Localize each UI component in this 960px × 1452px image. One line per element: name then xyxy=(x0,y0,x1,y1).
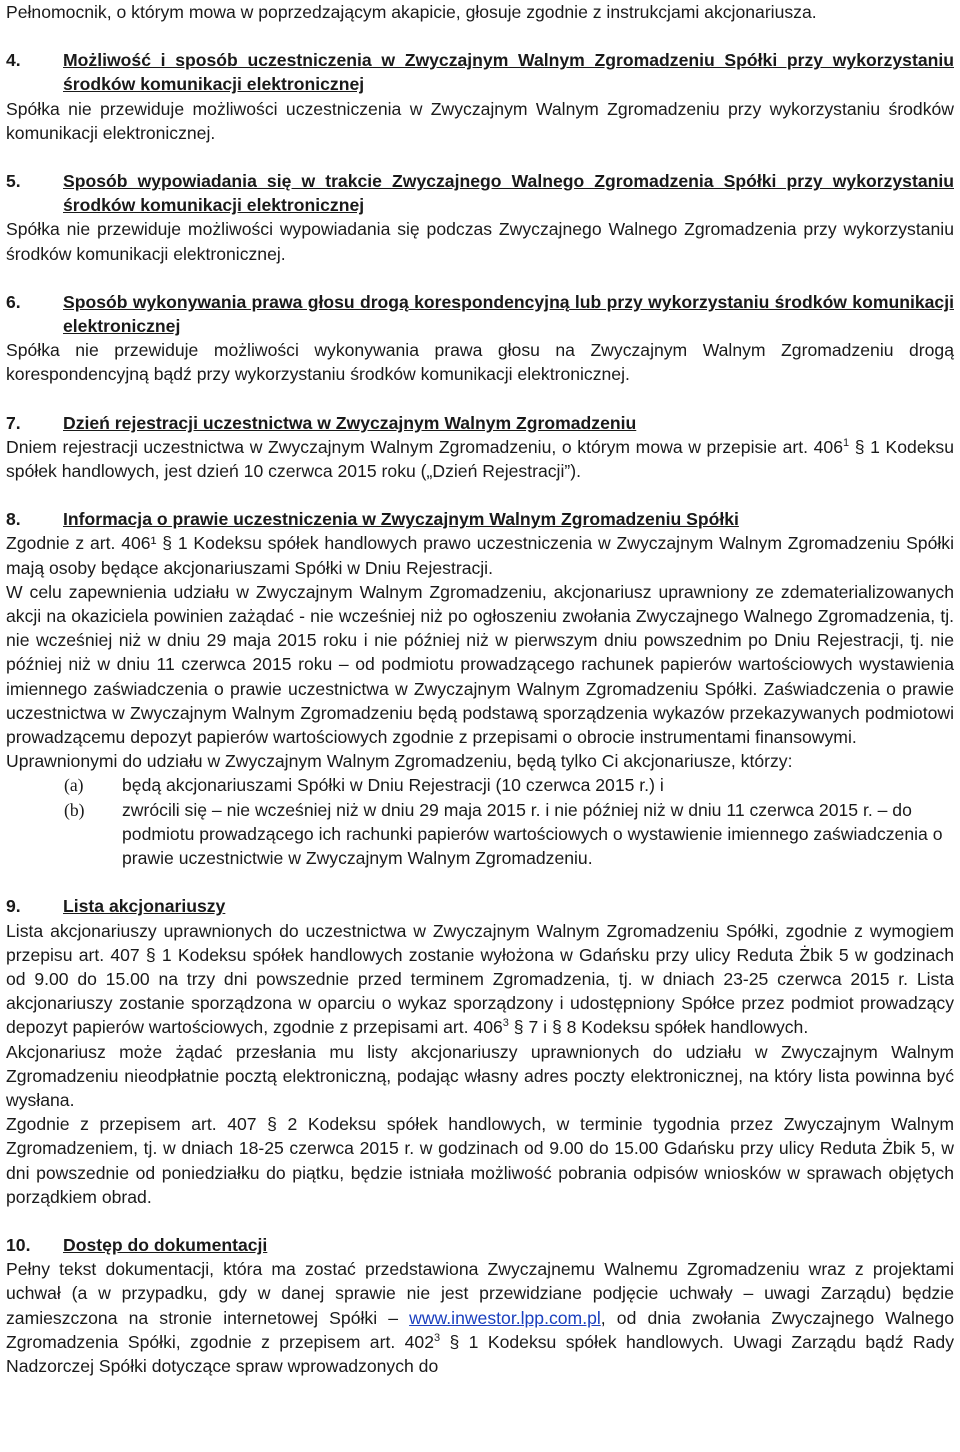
paragraph: Uprawnionymi do udziału w Zwyczajnym Walnym Zgromadzeniu, będą tylko Ci akcjonariusze, którzy: xyxy=(6,751,793,772)
section-5 xyxy=(6,169,954,266)
text-run: § 1 Kodeksu spółek handlowych, jest dzień 10 czerwca 2015 roku („Dzień Rejestracji”). xyxy=(6,436,955,482)
paragraph: Akcjonariusz może żądać przesłania mu listy akcjonariuszy uprawnionych do udziału w Zwyczajnym Walnym Zgromadzeniu nieodpłatnie pocztą elektroniczną, podając własny adres poczty elektronicznej, na który lista powinna być wysłana. xyxy=(6,1041,954,1110)
section-heading xyxy=(6,48,954,96)
section-4 xyxy=(6,48,954,145)
section-10 xyxy=(6,1233,954,1378)
section-6 xyxy=(6,290,954,387)
list-item-label: (b) xyxy=(64,799,85,820)
list-item-text: będą akcjonariuszami Spółki w Dniu Rejestracji (10 czerwca 2015 r.) i xyxy=(122,775,664,796)
paragraph: Spółka nie przewiduje możliwości wykonywania prawa głosu na Zwyczajnym Walnym Zgromadzeniu drogą korespondencyjną bądź przy wykorzystaniu środków komunikacji elektronicznej. xyxy=(6,340,954,385)
section-number: 6. xyxy=(6,291,21,312)
text-run: , od dnia zwołania Zwyczajnego Walnego Zgromadzenia Spółki, zgodnie z przepisem art. 402 xyxy=(6,1307,954,1352)
superscript: 1 xyxy=(842,436,850,449)
paragraph: Spółka nie przewiduje możliwości wypowiadania się podczas Zwyczajnego Walnego Zgromadzenia przy wykorzystaniu środków komunikacji elektronicznej. xyxy=(6,219,954,264)
section-9 xyxy=(6,894,954,1209)
list-item xyxy=(6,798,954,871)
section-number: 7. xyxy=(6,412,21,433)
text-run: § 7 i § 8 Kodeksu spółek handlowych. xyxy=(508,1017,809,1038)
list-item-text: zwrócili się – nie wcześniej niż w dniu 29 maja 2015 r. i nie później niż w dniu 11 czerwca 2015 r. – do podmiotu prowadzącego ich rachunki papierów wartościowych o wystawienie imiennego zaświadczenia o prawie uczestnictwie w Zwyczajnym Walnym Zgromadzeniu. xyxy=(122,799,943,869)
section-heading xyxy=(6,290,954,338)
paragraph: Spółka nie przewiduje możliwości uczestniczenia w Zwyczajnym Walnym Zgromadzeniu przy wykorzystaniu środków komunikacji elektronicznej. xyxy=(6,98,954,143)
paragraph xyxy=(6,919,954,1040)
text-run: Dniem rejestracji uczestnictwa w Zwyczajnym Walnym Zgromadzeniu, o którym mowa w przepisie art. 406 xyxy=(6,436,843,457)
section-title: Informacja o prawie uczestniczenia w Zwyczajnym Walnym Zgromadzeniu Spółki xyxy=(63,509,739,530)
paragraph xyxy=(6,1257,954,1378)
paragraph: Zgodnie z art. 406¹ § 1 Kodeksu spółek handlowych prawo uczestniczenia w Zwyczajnym Walnym Zgromadzeniu Spółki mają osoby będące akcjonariuszami Spółki w Dniu Rejestracji. xyxy=(6,533,954,578)
section-heading xyxy=(6,507,954,531)
section-title: Dostęp do dokumentacji xyxy=(63,1234,268,1255)
list-item xyxy=(6,773,954,797)
paragraph xyxy=(6,435,954,483)
section-number: 9. xyxy=(6,896,21,917)
section-number: 8. xyxy=(6,509,21,530)
section-heading xyxy=(6,894,954,918)
section-title: Dzień rejestracji uczestnictwa w Zwyczajnym Walnym Zgromadzeniu xyxy=(63,412,637,433)
section-number: 10. xyxy=(6,1234,31,1255)
text-run: § 1 Kodeksu spółek handlowych. Uwagi Zarządu bądź Rady Nadzorczej Spółki dotyczące spraw wprowadzonych do xyxy=(6,1331,954,1376)
section-heading xyxy=(6,1233,954,1257)
section-number: 4. xyxy=(6,50,21,71)
text-run: Lista akcjonariuszy uprawnionych do uczestnictwa w Zwyczajnym Walnym Zgromadzeniu Spółki, zgodnie z wymogiem przepisu art. 407 § 1 Kodeksu spółek handlowych zostanie wyłożona w Gdańsku przy ulicy Reduta Żbik 5 w godzinach od 9.00 do 15.00 na trzy dni powszednie przed terminem Zgromadzenia, tj. w dniach 23-25 czerwca 2015 r. Lista akcjonariuszy zostanie sporządzona w oparciu o wykaz sporządzony i udostępniony Spółce przez podmiot prowadzący depozyt papierów wartościowych, zgodnie z przepisami art. 406 xyxy=(6,920,954,1038)
section-title: Lista akcjonariuszy xyxy=(63,896,226,917)
section-title: Sposób wykonywania prawa głosu drogą korespondencyjną lub przy wykorzystaniu środków komunikacji elektronicznej xyxy=(63,291,954,337)
intro-paragraph: Pełnomocnik, o którym mowa w poprzedzającym akapicie, głosuje zgodnie z instrukcjami akcjonariusza. xyxy=(6,2,817,22)
text-run: Pełny tekst dokumentacji, która ma zostać przedstawiona Zwyczajnemu Walnemu Zgromadzeniu wraz z projektami uchwał (a w przypadku, gdy w danej sprawie nie jest przewidziane podjęcie uchwały – uwagi Zarządu) będzie zamieszczona na stronie internetowej Spółki – xyxy=(6,1259,954,1328)
paragraph: W celu zapewnienia udziału w Zwyczajnym Walnym Zgromadzeniu, akcjonariusz uprawniony ze zdematerializowanych akcji na okaziciela powinien zażądać - nie wcześniej niż po ogłoszeniu zwołania Zwyczajnego Walnego Zgromadzenia, tj. nie wcześniej niż w dniu 29 maja 2015 roku i nie później niż w pierwszym dniu powszednim po Dniu Rejestracji, tj. nie później niż w dniu 11 czerwca 2015 roku – od podmiotu prowadzącego rachunek papierów wartościowych wystawienia imiennego zaświadczenia o prawie uczestnictwa w Zwyczajnym Walnym Zgromadzeniu Spółki. Zaświadczenia o prawie uczestnictwa w Zwyczajnym Walnym Zgromadzeniu będą podstawą sporządzenia wykazów przekazywanych podmiotowi prowadzącemu depozyt papierów wartościowych zgodnie z przepisami o obrocie instrumentami finansowymi. xyxy=(6,581,954,748)
section-number: 5. xyxy=(6,171,21,192)
website-link[interactable]: www.inwestor.lpp.com.pl xyxy=(409,1307,601,1328)
superscript: 3 xyxy=(502,1017,509,1030)
superscript: 3 xyxy=(433,1331,441,1344)
section-7 xyxy=(6,411,954,484)
section-heading xyxy=(6,169,954,217)
list-item-label: (a) xyxy=(64,775,84,796)
section-8 xyxy=(6,507,954,870)
section-title: Możliwość i sposób uczestniczenia w Zwyczajnym Walnym Zgromadzeniu Spółki przy wykorzystaniu środków komunikacji elektronicznej xyxy=(63,50,954,95)
section-heading xyxy=(6,411,954,435)
section-title: Sposób wypowiadania się w trakcie Zwyczajnego Walnego Zgromadzenia Spółki przy wykorzystaniu środków komunikacji elektronicznej xyxy=(63,171,954,216)
paragraph: Zgodnie z przepisem art. 407 § 2 Kodeksu spółek handlowych, w terminie tygodnia przez Zwyczajnym Walnym Zgromadzeniem, tj. w dniach 18-25 czerwca 2015 r. w godzinach od 9.00 do 15.00 Gdańsku przy ulicy Reduta Żbik 5, w dni powszednie od poniedziałku do piątku, będzie istniała możliwość pobrania odpisów wniosków w sprawach objętych porządkiem obrad. xyxy=(6,1114,954,1207)
